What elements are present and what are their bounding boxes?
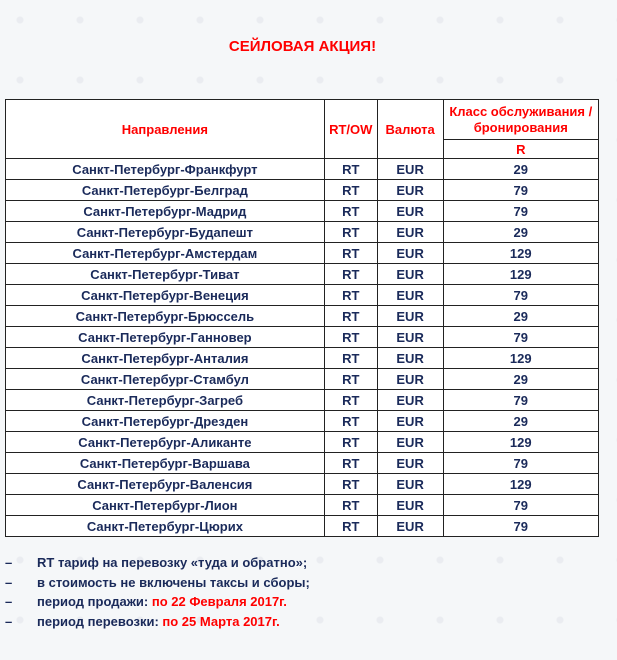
cell-price: 129 [443, 432, 598, 453]
cell-price: 29 [443, 222, 598, 243]
cell-rt-ow: RT [324, 432, 377, 453]
cell-price: 29 [443, 159, 598, 180]
note-item [5, 555, 310, 575]
cell-direction: Санкт-Петербург-Цюрих [6, 516, 325, 537]
cell-currency: EUR [377, 369, 443, 390]
cell-direction: Санкт-Петербург-Варшава [6, 453, 325, 474]
table-row [6, 327, 599, 348]
cell-direction: Санкт-Петербург-Стамбул [6, 369, 325, 390]
note-highlight: по 25 Марта 2017г. [162, 613, 280, 629]
cell-direction: Санкт-Петербург-Тиват [6, 264, 325, 285]
cell-rt-ow: RT [324, 495, 377, 516]
cell-direction: Санкт-Петербург-Аликанте [6, 432, 325, 453]
cell-price: 79 [443, 327, 598, 348]
header-direction: Направления [6, 100, 325, 159]
cell-currency: EUR [377, 453, 443, 474]
cell-price: 129 [443, 243, 598, 264]
header-class: Класс обслуживания / бронирования [443, 100, 598, 140]
page-title: СЕЙЛОВАЯ АКЦИЯ! [228, 38, 377, 55]
notes-list [5, 555, 310, 633]
cell-price: 129 [443, 474, 598, 495]
note-text: период продажи: [37, 594, 152, 609]
table-row [6, 264, 599, 285]
header-class-code: R [443, 140, 598, 159]
note-item [5, 594, 310, 614]
note-dash: – [5, 594, 13, 609]
table-row [6, 390, 599, 411]
note-text: период перевозки: [37, 613, 163, 629]
cell-rt-ow: RT [324, 369, 377, 390]
cell-price: 79 [443, 516, 598, 537]
cell-direction: Санкт-Петербург-Анталия [6, 348, 325, 369]
cell-price: 29 [443, 306, 598, 327]
note-text: RT тариф на перевозку «туда и обратно»; [37, 555, 308, 570]
cell-rt-ow: RT [324, 390, 377, 411]
cell-price: 29 [443, 369, 598, 390]
cell-direction: Санкт-Петербург-Дрезден [6, 411, 325, 432]
cell-rt-ow: RT [324, 453, 377, 474]
cell-price: 79 [443, 201, 598, 222]
table-row [6, 159, 599, 180]
note-dash: – [5, 555, 13, 570]
cell-rt-ow: RT [324, 243, 377, 264]
cell-price: 79 [443, 180, 598, 201]
cell-rt-ow: RT [324, 285, 377, 306]
cell-direction: Санкт-Петербург-Брюссель [6, 306, 325, 327]
cell-direction: Санкт-Петербург-Амстердам [6, 243, 325, 264]
cell-currency: EUR [377, 474, 443, 495]
table-row [6, 348, 599, 369]
table-row [6, 369, 599, 390]
cell-rt-ow: RT [324, 411, 377, 432]
cell-direction: Санкт-Петербург-Белград [6, 180, 325, 201]
note-item [5, 575, 310, 595]
table-row [6, 411, 599, 432]
cell-currency: EUR [377, 180, 443, 201]
cell-price: 129 [443, 264, 598, 285]
note-item [5, 614, 310, 634]
note-text: в стоимость не включены таксы и сборы; [37, 574, 310, 590]
cell-rt-ow: RT [324, 348, 377, 369]
cell-rt-ow: RT [324, 306, 377, 327]
cell-direction: Санкт-Петербург-Венеция [6, 285, 325, 306]
table-row [6, 306, 599, 327]
fares-table [5, 99, 599, 537]
cell-currency: EUR [377, 159, 443, 180]
cell-currency: EUR [377, 516, 443, 537]
cell-rt-ow: RT [324, 201, 377, 222]
table-row [6, 285, 599, 306]
cell-currency: EUR [377, 201, 443, 222]
cell-currency: EUR [377, 306, 443, 327]
cell-currency: EUR [377, 285, 443, 306]
cell-currency: EUR [377, 264, 443, 285]
cell-price: 29 [443, 411, 598, 432]
cell-direction: Санкт-Петербург-Мадрид [6, 201, 325, 222]
table-row [6, 222, 599, 243]
cell-currency: EUR [377, 222, 443, 243]
fares-body [6, 159, 599, 537]
cell-rt-ow: RT [324, 180, 377, 201]
cell-direction: Санкт-Петербург-Ганновер [6, 327, 325, 348]
cell-price: 129 [443, 348, 598, 369]
cell-direction: Санкт-Петербург-Валенсия [6, 474, 325, 495]
cell-currency: EUR [377, 432, 443, 453]
cell-price: 79 [443, 285, 598, 306]
cell-direction: Санкт-Петербург-Франкфурт [6, 159, 325, 180]
cell-currency: EUR [377, 390, 443, 411]
table-row [6, 474, 599, 495]
cell-price: 79 [443, 495, 598, 516]
cell-currency: EUR [377, 348, 443, 369]
cell-currency: EUR [377, 327, 443, 348]
header-rt-ow: RT/OW [324, 100, 377, 159]
cell-currency: EUR [377, 411, 443, 432]
table-row [6, 495, 599, 516]
cell-direction: Санкт-Петербург-Будапешт [6, 222, 325, 243]
header-currency: Валюта [377, 100, 443, 159]
cell-rt-ow: RT [324, 159, 377, 180]
cell-price: 79 [443, 390, 598, 411]
cell-rt-ow: RT [324, 327, 377, 348]
note-dash: – [5, 574, 13, 590]
table-row [6, 432, 599, 453]
cell-currency: EUR [377, 495, 443, 516]
table-row [6, 243, 599, 264]
table-row [6, 453, 599, 474]
cell-rt-ow: RT [324, 264, 377, 285]
note-dash: – [5, 613, 13, 629]
cell-rt-ow: RT [324, 474, 377, 495]
table-row [6, 180, 599, 201]
cell-price: 79 [443, 453, 598, 474]
cell-rt-ow: RT [324, 222, 377, 243]
note-highlight: по 22 Февраля 2017г. [151, 594, 287, 609]
cell-currency: EUR [377, 243, 443, 264]
table-row [6, 201, 599, 222]
cell-direction: Санкт-Петербург-Лион [6, 495, 325, 516]
cell-rt-ow: RT [324, 516, 377, 537]
cell-direction: Санкт-Петербург-Загреб [6, 390, 325, 411]
table-row [6, 516, 599, 537]
